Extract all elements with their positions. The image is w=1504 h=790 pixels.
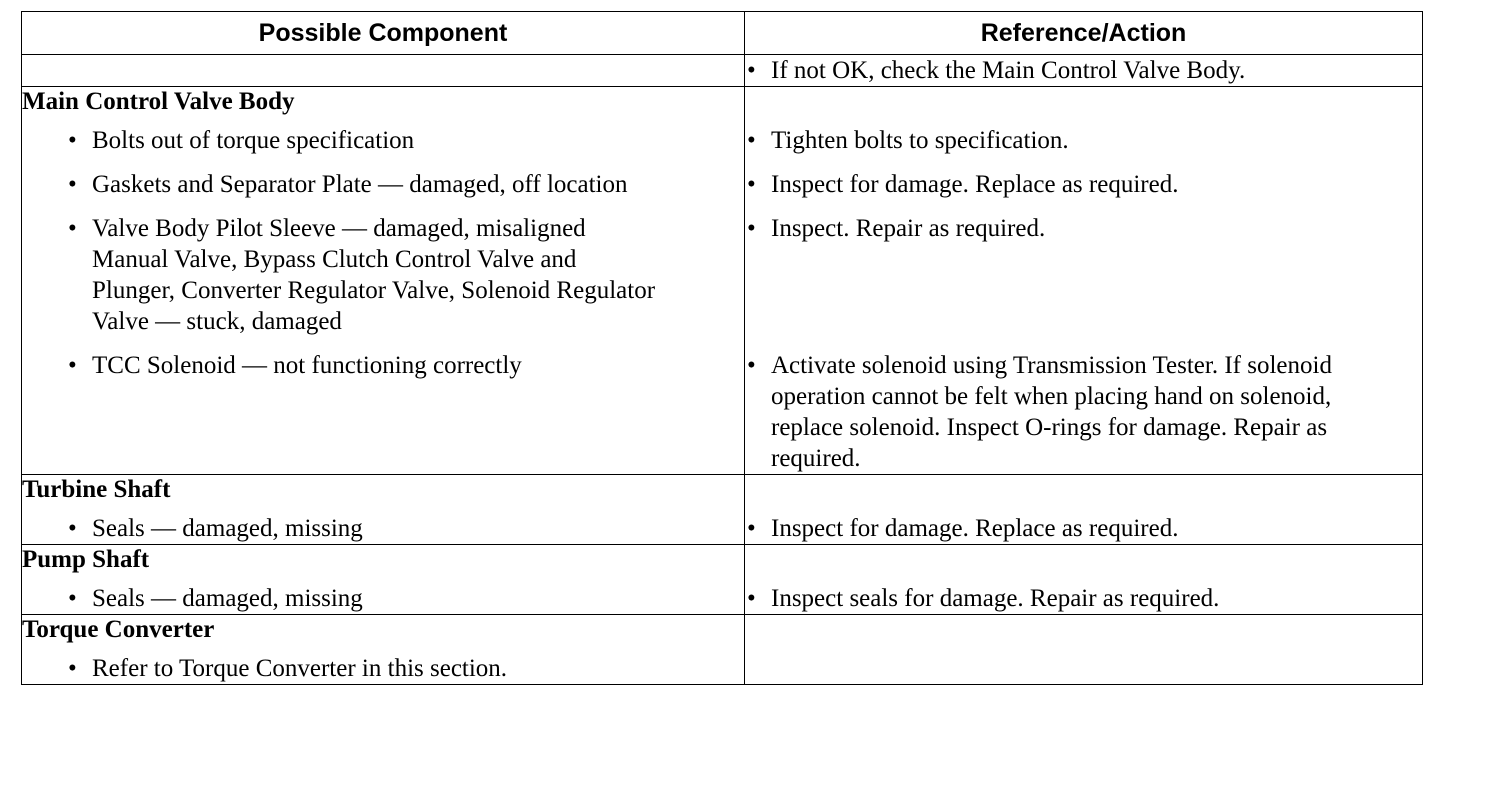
bullet-icon: • <box>747 57 756 84</box>
header-component: Possible Component <box>22 12 745 55</box>
action-item <box>745 583 1422 614</box>
component-item <box>22 513 744 544</box>
component-item <box>22 169 744 200</box>
bullet-icon: • <box>68 655 77 682</box>
component-cell <box>22 55 745 87</box>
component-text: Seals — damaged, missing <box>92 515 363 542</box>
component-text: Valve Body Pilot Sleeve — damaged, misaligned Manual Valve, Bypass Clutch Control Valve and Plunger, Converter Regulator Valve, Solenoid Regulator Valve — stuck, damaged <box>92 215 656 335</box>
section-title: Main Control Valve Body <box>22 88 295 115</box>
action-text: Inspect for damage. Replace as required. <box>771 171 1179 198</box>
component-text: TCC Solenoid — not functioning correctly <box>92 352 522 379</box>
action-text: Inspect seals for damage. Repair as required. <box>771 585 1220 612</box>
action-cell <box>745 615 1423 685</box>
component-text: Bolts out of torque specification <box>92 127 415 154</box>
table-row <box>22 615 1423 685</box>
bullet-icon: • <box>747 215 756 242</box>
section-title: Pump Shaft <box>22 546 150 573</box>
section-title: Torque Converter <box>22 616 215 643</box>
component-item <box>22 125 744 156</box>
action-cell <box>745 545 1423 615</box>
action-item <box>745 513 1422 544</box>
component-item <box>22 213 662 337</box>
troubleshooting-table <box>21 11 1423 685</box>
section-title: Turbine Shaft <box>22 476 171 503</box>
bullet-icon: • <box>68 515 77 542</box>
component-cell <box>22 475 745 545</box>
component-item <box>22 350 744 474</box>
action-cell <box>745 475 1423 545</box>
bullet-icon: • <box>68 171 77 198</box>
action-item <box>745 125 1422 156</box>
component-item <box>22 583 744 614</box>
action-text: If not OK, check the Main Control Valve Body. <box>771 57 1246 84</box>
bullet-icon: • <box>68 215 77 242</box>
bullet-icon: • <box>747 585 756 612</box>
action-item <box>745 169 1422 200</box>
bullet-icon: • <box>68 127 77 154</box>
action-item <box>745 55 1422 86</box>
action-text: Inspect for damage. Replace as required. <box>771 515 1179 542</box>
action-text: Inspect. Repair as required. <box>771 215 1046 242</box>
table-row <box>22 545 1423 615</box>
bullet-icon: • <box>747 171 756 198</box>
action-item <box>745 213 1422 337</box>
action-cell <box>745 87 1423 475</box>
header-row <box>22 12 1423 55</box>
component-text: Refer to Torque Converter in this section. <box>92 655 508 682</box>
component-cell <box>22 615 745 685</box>
component-text: Seals — damaged, missing <box>92 585 363 612</box>
table-row <box>22 475 1423 545</box>
bullet-icon: • <box>68 352 77 379</box>
bullet-icon: • <box>747 515 756 542</box>
component-item <box>22 653 744 684</box>
component-cell <box>22 545 745 615</box>
bullet-icon: • <box>747 352 756 379</box>
header-action: Reference/Action <box>745 12 1423 55</box>
bullet-icon: • <box>68 585 77 612</box>
table-row <box>22 87 1423 475</box>
action-cell <box>745 55 1423 87</box>
component-cell <box>22 87 745 475</box>
component-text: Gaskets and Separator Plate — damaged, off location <box>92 171 628 198</box>
action-text: Activate solenoid using Transmission Tester. If solenoid operation cannot be felt when placing hand on solenoid, replace solenoid. Inspect O-rings for damage. Repair as required. <box>771 352 1332 472</box>
table-row <box>22 55 1423 87</box>
action-item <box>745 350 1391 474</box>
action-text: Tighten bolts to specification. <box>771 127 1069 154</box>
bullet-icon: • <box>747 127 756 154</box>
